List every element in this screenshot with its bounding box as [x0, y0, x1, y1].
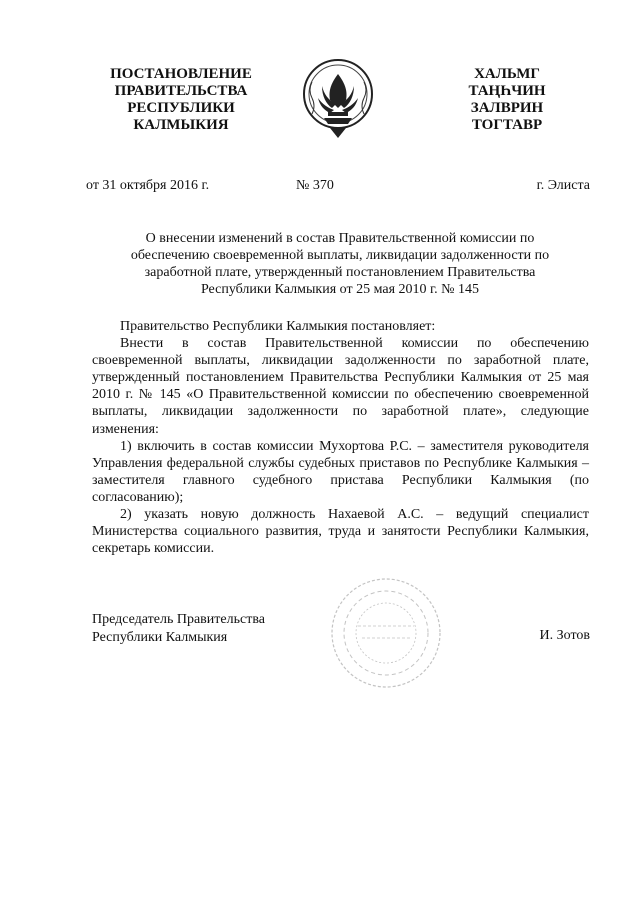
emblem-icon — [298, 52, 378, 140]
header-right-line: ХАЛЬМГ — [474, 66, 540, 82]
signatory-name: И. Зотов — [539, 628, 590, 643]
header-left-title — [96, 66, 266, 134]
header-left-line: ПОСТАНОВЛЕНИЕ — [110, 66, 252, 82]
title-line: обеспечению своевременной выплаты, ликвидации задолженности по — [130, 248, 550, 263]
header-right-title — [452, 66, 562, 134]
body-item-2: 2) указать новую должность Нахаевой А.С. – ведущий специалист Министерства социального развития, труда и занятости Республики Калмыкия, секретарь комиссии. — [92, 507, 589, 557]
body-item-1: 1) включить в состав комиссии Мухортова Р.С. – заместителя руководителя Управления федеральной службы судебных приставов по Республике Калмыкия – заместителя главного судебного пристава Республики Калмыкия (по согласованию); — [92, 438, 589, 505]
signatory-title-line: Председатель Правительства — [92, 612, 265, 627]
document-number: № 370 — [296, 178, 334, 193]
header-right-line: ТОГТАВР — [471, 117, 543, 133]
header-left-line: ПРАВИТЕЛЬСТВА — [114, 83, 248, 99]
body-intro: Правительство Республики Калмыкия постановляет: — [120, 319, 436, 334]
document-body — [92, 318, 589, 557]
signatory-title — [92, 611, 265, 646]
seal-stamp-icon — [322, 574, 450, 692]
header-left-line: РЕСПУБЛИКИ — [127, 100, 235, 116]
header-left-line: КАЛМЫКИЯ — [133, 117, 229, 133]
title-line: заработной плате, утвержденный постановлением Правительства — [144, 265, 536, 280]
header-right-line: ТАҢҺЧИН — [468, 83, 546, 99]
header-right-line: ЗАЛВРИН — [470, 100, 544, 116]
body-main-paragraph: Внести в состав Правительственной комиссии по обеспечению своевременной выплаты, ликвидации задолженности по заработной плате, утвержденный постановлением Правительства Республики Калмыкия от 25 мая 2010 г. № 145 «О Правительственной комиссии по обеспечению своевременной выплаты, ликвидации задолженности по заработной плате», следующие изменения: — [92, 336, 589, 437]
title-line: О внесении изменений в состав Правительственной комиссии по — [145, 231, 535, 246]
document-date: от 31 октября 2016 г. — [86, 178, 210, 193]
document-title — [110, 230, 570, 298]
signatory-title-line: Республики Калмыкия — [92, 629, 228, 645]
document-city: г. Элиста — [536, 178, 590, 193]
title-line: Республики Калмыкия от 25 мая 2010 г. № 145 — [200, 282, 480, 297]
